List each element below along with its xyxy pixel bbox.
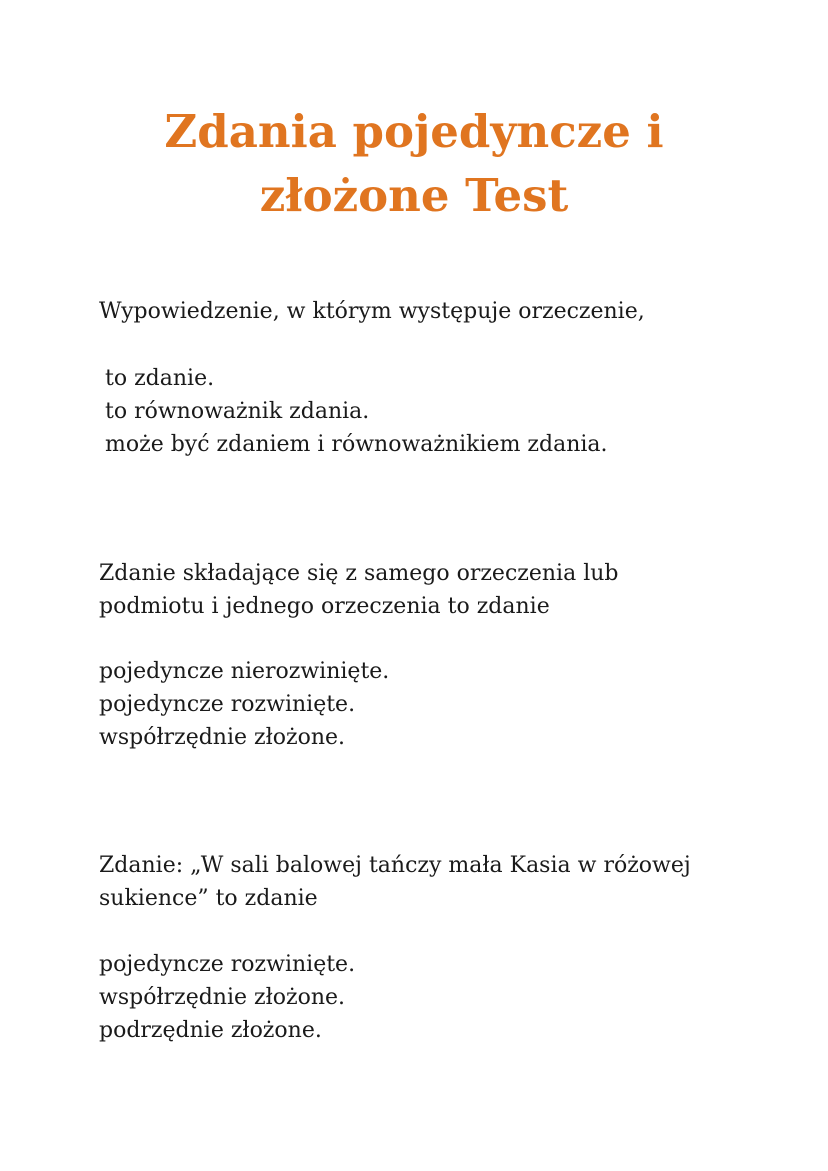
page-title-line-2: złożone Test	[259, 169, 569, 222]
question-3-options	[99, 948, 759, 1047]
question-1-option-1: to zdanie.	[105, 366, 215, 391]
question-3-line-1: Zdanie: „W sali balowej tańczy mała Kasia w różowej	[99, 853, 691, 878]
question-2-text	[99, 557, 759, 623]
question-1-text	[99, 295, 759, 328]
question-3-line-2: sukience” to zdanie	[99, 886, 318, 911]
question-2-option-1: pojedyncze nierozwinięte.	[99, 659, 390, 684]
question-3-option-3: podrzędnie złożone.	[99, 1018, 322, 1043]
question-2-line-1: Zdanie składające się z samego orzeczenia lub	[99, 561, 619, 586]
question-1-option-2: to równoważnik zdania.	[105, 399, 370, 424]
page-title-line-1: Zdania pojedyncze i	[164, 105, 664, 158]
page-title	[0, 100, 828, 228]
question-1-option-3: może być zdaniem i równoważnikiem zdania.	[105, 432, 608, 457]
question-2-options	[99, 655, 759, 754]
question-2-option-2: pojedyncze rozwinięte.	[99, 692, 356, 717]
question-3-text	[99, 849, 759, 915]
question-2-line-2: podmiotu i jednego orzeczenia to zdanie	[99, 594, 550, 619]
question-1-options	[105, 362, 765, 461]
question-2-option-3: współrzędnie złożone.	[99, 725, 345, 750]
question-3-option-2: współrzędnie złożone.	[99, 985, 345, 1010]
question-1-line-1: Wypowiedzenie, w którym występuje orzeczenie,	[99, 299, 645, 324]
question-3-option-1: pojedyncze rozwinięte.	[99, 952, 356, 977]
